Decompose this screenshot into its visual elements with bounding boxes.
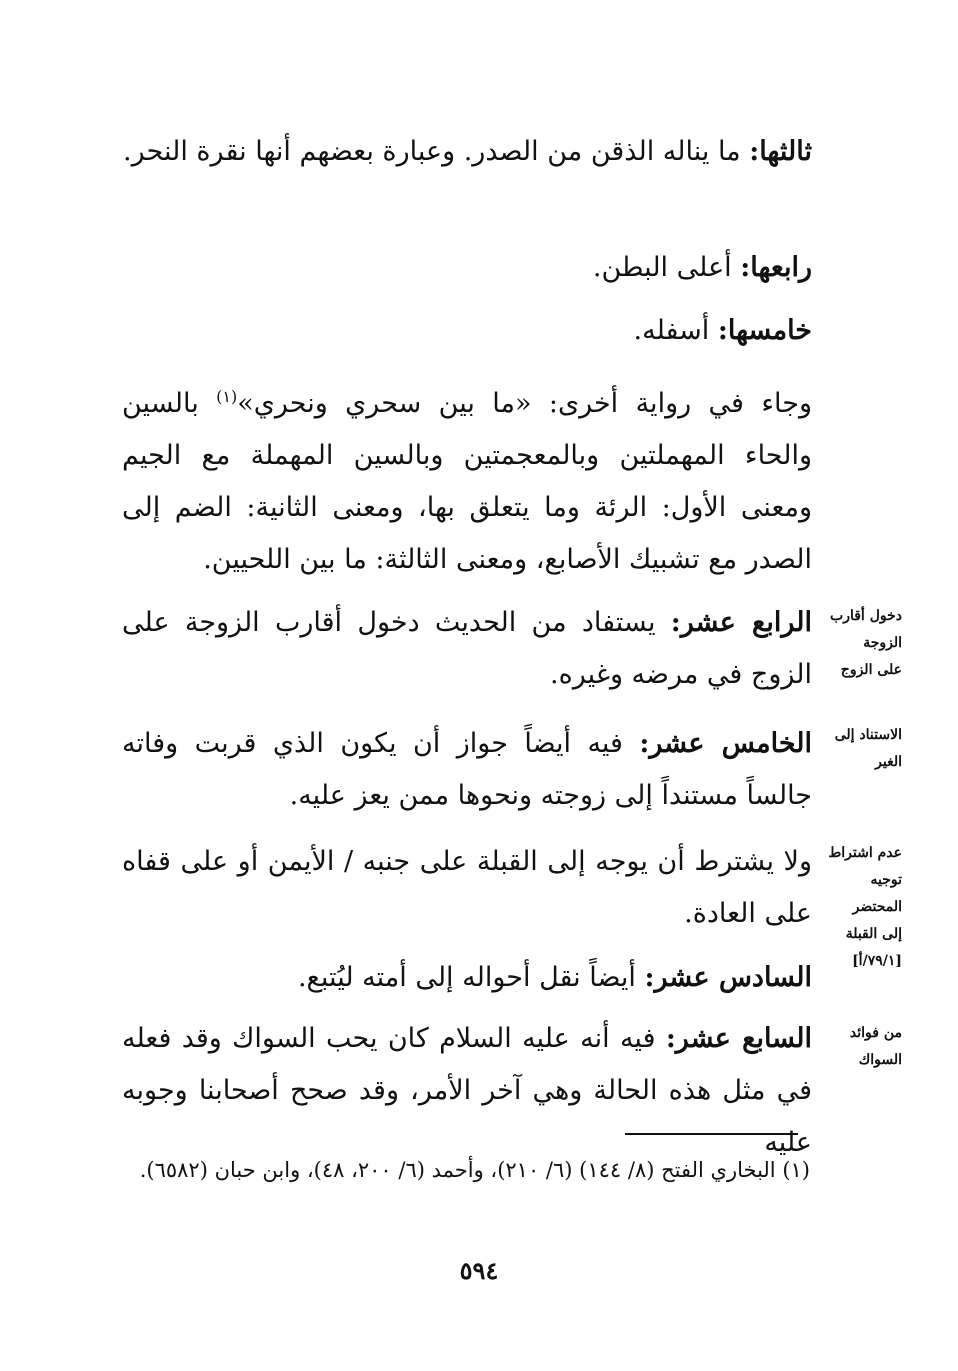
margin-note-siwak: من فوائد السواك bbox=[849, 1025, 902, 1068]
footnote-separator bbox=[625, 1133, 798, 1135]
margin-note-qibla: عدم اشتراط توجيه المحتضر إلى القبلة [٧٩/١/أ] bbox=[828, 845, 902, 969]
paragraph-text: بالسين والحاء المهملتين وبالمعجمتين وبالسين المهملة مع الجيم ومعنى الأول: الرئة وما يتعلق بها، ومعنى الثانية: الضم إلى الصدر مع تشبيك الأصابع، ومعنى الثالثة: ما بين اللحيين. bbox=[122, 388, 812, 575]
margin-note-relatives: دخول أقارب الزوجة على الزوج bbox=[830, 608, 902, 678]
paragraph-text: يستفاد من الحديث دخول أقارب الزوجة على الزوج في مرضه وغيره. bbox=[122, 607, 812, 690]
paragraph-text: أيضاً نقل أحواله إلى أمته ليُتبع. bbox=[297, 962, 645, 993]
footnote-reference[interactable]: (١) bbox=[216, 387, 238, 406]
paragraph-text: وجاء في رواية أخرى: «ما بين سحري ونحري» bbox=[237, 388, 812, 419]
page-number: ٥٩٤ bbox=[459, 1256, 499, 1285]
paragraph-fourth bbox=[122, 242, 812, 294]
paragraph-label: الخامس عشر: bbox=[639, 728, 812, 759]
paragraph-text: ولا يشترط أن يوجه إلى القبلة على جنبه / الأيمن أو على قفاه على العادة. bbox=[122, 846, 812, 929]
paragraph-label: الرابع عشر: bbox=[670, 607, 812, 638]
paragraph-fifth bbox=[122, 305, 812, 357]
paragraph-fourteenth bbox=[122, 597, 812, 701]
paragraph-label: خامسها: bbox=[717, 315, 812, 346]
paragraph-label: ثالثها: bbox=[749, 136, 812, 167]
paragraph-text: أسفله. bbox=[633, 315, 718, 346]
paragraph-other-narration bbox=[122, 378, 812, 586]
paragraph-label: رابعها: bbox=[740, 252, 812, 283]
footnote-text: (١) البخاري الفتح (٨/ ١٤٤) (٦/ ٢١٠)، وأحمد (٦/ ٢٠٠، ٤٨)، وابن حبان (٦٥٨٢). bbox=[139, 1158, 810, 1182]
paragraph-text: فيه أيضاً جواز أن يكون الذي قربت وفاته جالساً مستنداً إلى زوجته ونحوها ممن يعز عليه. bbox=[122, 728, 812, 811]
paragraph-seventeenth bbox=[122, 1013, 812, 1169]
paragraph-qibla bbox=[122, 836, 812, 940]
paragraph-text: أعلى البطن. bbox=[592, 252, 741, 283]
footnote bbox=[130, 1152, 810, 1189]
paragraph-sixteenth bbox=[122, 952, 812, 1004]
paragraph-label: السابع عشر: bbox=[665, 1023, 812, 1054]
paragraph-label: السادس عشر: bbox=[644, 962, 812, 993]
paragraph-text: ما يناله الذقن من الصدر. وعبارة بعضهم أنها نقرة النحر. bbox=[123, 136, 750, 167]
margin-note-leaning: الاستناد إلى الغير bbox=[834, 727, 902, 770]
paragraph-third bbox=[122, 126, 812, 178]
paragraph-fifteenth bbox=[122, 718, 812, 822]
paragraph-text: فيه أنه عليه السلام كان يحب السواك وقد فعله في مثل هذه الحالة وهي آخر الأمر، وقد صحح أصحابنا وجوبه عليه bbox=[122, 1023, 812, 1158]
